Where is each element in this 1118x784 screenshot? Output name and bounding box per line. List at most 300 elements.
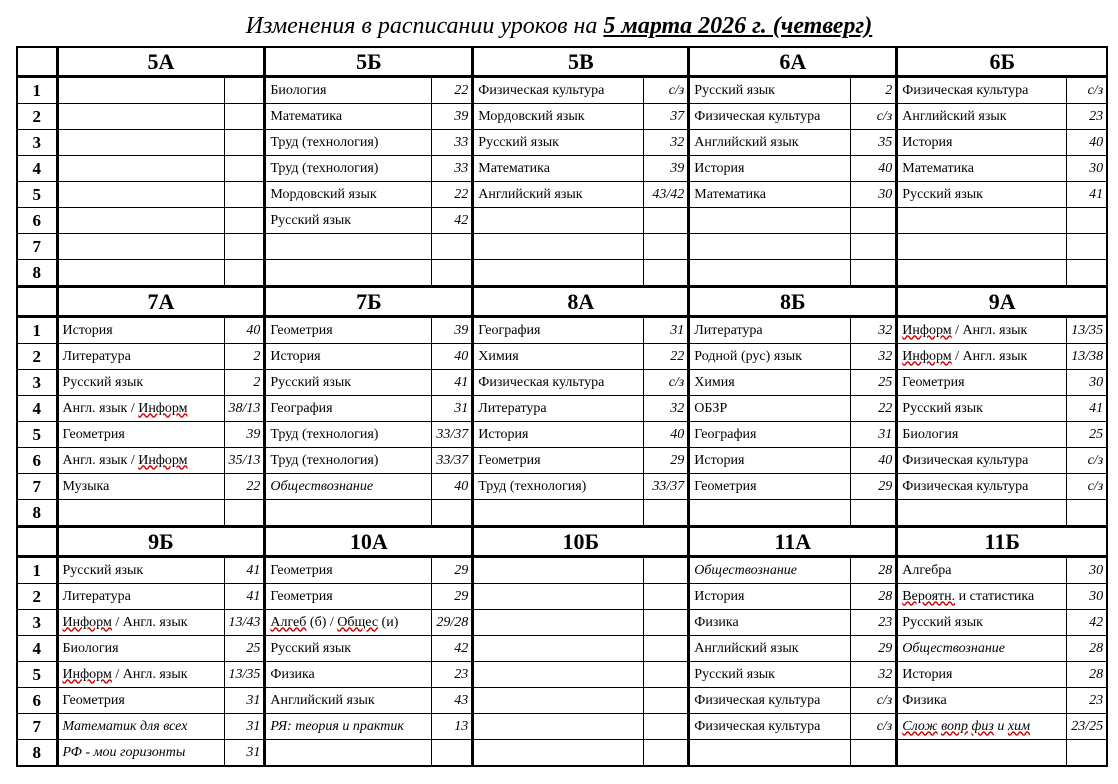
subject-cell: Информ / Англ. язык [57,610,224,636]
lesson-number: 5 [17,182,57,208]
subject-cell: Русский язык [265,370,432,396]
class-name: 8А [473,287,689,317]
subject-cell [473,260,644,287]
subject-cell [265,234,432,260]
subject-cell: Физическая культура [473,370,644,396]
room-cell [851,234,897,260]
subject-cell: Русский язык [689,77,851,104]
lesson-row [17,77,1107,104]
subject-cell: Русский язык [897,182,1067,208]
class-name: 11А [689,527,897,557]
room-cell: 13/43 [224,610,265,636]
subject-cell [265,500,432,527]
room-cell: 2 [224,370,265,396]
lesson-row [17,714,1107,740]
room-cell: 30 [1067,557,1107,584]
room-cell: 28 [851,557,897,584]
lesson-row [17,130,1107,156]
subject-cell: Труд (технология) [473,474,644,500]
room-cell [1067,500,1107,527]
room-cell: 23 [432,662,473,688]
room-cell: 40 [1067,130,1107,156]
room-cell: 31 [224,714,265,740]
room-cell [224,260,265,287]
room-cell: с/з [1067,474,1107,500]
lesson-row [17,344,1107,370]
lesson-row [17,662,1107,688]
subject-cell: Труд (технология) [265,422,432,448]
lesson-number: 5 [17,422,57,448]
subject-cell: Геометрия [473,448,644,474]
lesson-number: 4 [17,396,57,422]
class-name: 5А [57,47,265,77]
subject-cell: Физическая культура [689,714,851,740]
subject-cell [473,557,644,584]
subject-cell: Математика [265,104,432,130]
subject-cell: Мордовский язык [265,182,432,208]
subject-cell: Русский язык [473,130,644,156]
subject-cell: Слож вопр физ и хим [897,714,1067,740]
room-cell: 32 [851,317,897,344]
room-cell: 38/13 [224,396,265,422]
subject-cell: Геометрия [689,474,851,500]
room-cell [851,208,897,234]
lesson-number: 5 [17,662,57,688]
subject-cell [57,130,224,156]
room-cell [224,156,265,182]
lesson-number: 2 [17,584,57,610]
subject-cell [897,208,1067,234]
room-cell: 29 [432,557,473,584]
room-cell: 31 [644,317,689,344]
subject-cell: Русский язык [57,370,224,396]
subject-cell: Русский язык [897,610,1067,636]
room-cell: 22 [851,396,897,422]
room-cell: 41 [224,557,265,584]
room-cell [224,234,265,260]
room-cell: 32 [851,344,897,370]
subject-cell: География [689,422,851,448]
subject-cell: Английский язык [689,636,851,662]
room-cell: 40 [224,317,265,344]
subject-cell: Химия [689,370,851,396]
room-cell [644,714,689,740]
subject-cell: История [689,448,851,474]
room-cell [224,500,265,527]
lesson-number: 6 [17,448,57,474]
subject-cell [57,208,224,234]
class-name: 9А [897,287,1107,317]
subject-cell: Обществознание [265,474,432,500]
room-cell [644,260,689,287]
subject-cell: История [689,156,851,182]
subject-cell: Мордовский язык [473,104,644,130]
subject-cell: Информ / Англ. язык [897,317,1067,344]
subject-cell: Родной (рус) язык [689,344,851,370]
room-cell [644,740,689,767]
room-cell: 2 [851,77,897,104]
room-cell: 13/35 [1067,317,1107,344]
room-cell: 25 [224,636,265,662]
class-name: 6А [689,47,897,77]
lesson-row [17,260,1107,287]
subject-cell: Математик для всех [57,714,224,740]
room-cell: 43/42 [644,182,689,208]
room-cell: с/з [851,714,897,740]
lesson-row [17,557,1107,584]
subject-cell: Геометрия [265,557,432,584]
room-cell [224,208,265,234]
room-cell: 23 [1067,688,1107,714]
room-cell [644,557,689,584]
subject-cell: Физика [897,688,1067,714]
room-cell: 30 [1067,584,1107,610]
room-cell [644,636,689,662]
room-cell [1067,260,1107,287]
subject-cell: Русский язык [57,557,224,584]
class-name: 11Б [897,527,1107,557]
lesson-number: 4 [17,636,57,662]
lesson-row [17,396,1107,422]
room-cell [644,208,689,234]
room-cell [644,234,689,260]
lesson-number: 4 [17,156,57,182]
room-cell: 41 [432,370,473,396]
subject-cell: Геометрия [265,584,432,610]
subject-cell: Обществознание [897,636,1067,662]
room-cell: 41 [1067,182,1107,208]
room-cell [851,500,897,527]
lesson-number: 2 [17,104,57,130]
room-cell: 40 [851,156,897,182]
subject-cell: Биология [897,422,1067,448]
subject-cell [473,500,644,527]
room-cell [224,182,265,208]
room-cell: 29 [851,474,897,500]
room-cell: 37 [644,104,689,130]
subject-cell: Русский язык [265,636,432,662]
lesson-row [17,688,1107,714]
subject-cell [473,714,644,740]
room-cell: 13/38 [1067,344,1107,370]
subject-cell [57,104,224,130]
room-cell: с/з [851,688,897,714]
room-cell: 28 [851,584,897,610]
subject-cell [897,500,1067,527]
room-cell: 42 [432,208,473,234]
document-title [0,8,1118,44]
lesson-number: 1 [17,77,57,104]
lesson-row [17,500,1107,527]
corner-cell [17,527,57,557]
subject-cell: История [897,662,1067,688]
corner-cell [17,287,57,317]
room-cell [432,740,473,767]
room-cell: 39 [644,156,689,182]
subject-cell: Геометрия [265,317,432,344]
subject-cell: ОБЗР [689,396,851,422]
subject-cell [473,636,644,662]
subject-cell [57,234,224,260]
room-cell: 42 [1067,610,1107,636]
subject-cell: Физическая культура [897,474,1067,500]
room-cell: 39 [432,317,473,344]
subject-cell: История [897,130,1067,156]
room-cell: с/з [851,104,897,130]
room-cell [1067,234,1107,260]
room-cell: 22 [432,77,473,104]
subject-cell: Физическая культура [689,688,851,714]
subject-cell: Математика [473,156,644,182]
subject-cell [57,77,224,104]
subject-cell: Английский язык [473,182,644,208]
room-cell: 33/37 [432,422,473,448]
lesson-number: 2 [17,344,57,370]
room-cell: 43 [432,688,473,714]
lesson-number: 1 [17,557,57,584]
room-cell: 13 [432,714,473,740]
class-name: 7Б [265,287,473,317]
room-cell: 35/13 [224,448,265,474]
room-cell: 40 [432,344,473,370]
subject-cell: Литература [57,584,224,610]
class-name: 9Б [57,527,265,557]
class-header-row [17,47,1107,77]
lesson-row [17,636,1107,662]
subject-cell: Англ. язык / Информ [57,448,224,474]
subject-cell [57,156,224,182]
subject-cell: Англ. язык / Информ [57,396,224,422]
room-cell: 39 [224,422,265,448]
subject-cell [689,740,851,767]
subject-cell [473,234,644,260]
lesson-row [17,370,1107,396]
subject-cell: Физика [689,610,851,636]
subject-cell: Вероятн. и статистика [897,584,1067,610]
lesson-number: 7 [17,474,57,500]
room-cell: 41 [224,584,265,610]
subject-cell [473,610,644,636]
class-name: 8Б [689,287,897,317]
room-cell: 30 [1067,370,1107,396]
lesson-number: 3 [17,610,57,636]
subject-cell: Алгеб (б) / Общес (и) [265,610,432,636]
lesson-row [17,156,1107,182]
room-cell: 28 [1067,636,1107,662]
room-cell: 32 [644,396,689,422]
room-cell: 23 [851,610,897,636]
room-cell [432,500,473,527]
room-cell: 25 [1067,422,1107,448]
subject-cell: Литература [57,344,224,370]
room-cell: 33/37 [432,448,473,474]
room-cell: 33 [432,156,473,182]
subject-cell [57,260,224,287]
room-cell [432,260,473,287]
subject-cell: Русский язык [265,208,432,234]
room-cell: с/з [1067,448,1107,474]
subject-cell [57,182,224,208]
room-cell [1067,208,1107,234]
room-cell: 42 [432,636,473,662]
room-cell: 31 [432,396,473,422]
room-cell: 33/37 [644,474,689,500]
room-cell: 29 [851,636,897,662]
room-cell: 32 [644,130,689,156]
title-prefix: Изменения в расписании уроков на [245,13,598,39]
subject-cell: История [689,584,851,610]
lesson-number: 7 [17,234,57,260]
subject-cell: Русский язык [689,662,851,688]
lesson-number: 3 [17,130,57,156]
room-cell: 22 [432,182,473,208]
subject-cell: Химия [473,344,644,370]
class-name: 5В [473,47,689,77]
subject-cell: РЯ: теория и практик [265,714,432,740]
room-cell: 22 [224,474,265,500]
room-cell [224,77,265,104]
lesson-number: 3 [17,370,57,396]
lesson-number: 6 [17,208,57,234]
room-cell: 40 [851,448,897,474]
room-cell [224,104,265,130]
room-cell: 23 [1067,104,1107,130]
lesson-row [17,208,1107,234]
subject-cell: Математика [689,182,851,208]
room-cell: 30 [1067,156,1107,182]
room-cell: 29 [432,584,473,610]
subject-cell: Физика [265,662,432,688]
lesson-row [17,104,1107,130]
subject-cell: Труд (технология) [265,130,432,156]
class-name: 7А [57,287,265,317]
subject-cell: История [265,344,432,370]
subject-cell: Физическая культура [897,448,1067,474]
lesson-row [17,448,1107,474]
subject-cell [473,688,644,714]
subject-cell: Геометрия [57,688,224,714]
lesson-row [17,234,1107,260]
room-cell [851,260,897,287]
lesson-row [17,584,1107,610]
class-name: 10Б [473,527,689,557]
class-name: 10А [265,527,473,557]
class-header-row [17,527,1107,557]
room-cell [224,130,265,156]
subject-cell: Музыка [57,474,224,500]
subject-cell [689,500,851,527]
room-cell: 13/35 [224,662,265,688]
room-cell [851,740,897,767]
lesson-number: 8 [17,740,57,767]
subject-cell: Труд (технология) [265,448,432,474]
room-cell [1067,740,1107,767]
subject-cell [473,740,644,767]
subject-cell: РФ - мои горизонты [57,740,224,767]
room-cell: 2 [224,344,265,370]
subject-cell: История [473,422,644,448]
lesson-row [17,474,1107,500]
subject-cell: Труд (технология) [265,156,432,182]
subject-cell: Математика [897,156,1067,182]
title-date: 5 марта 2026 г. (четверг) [603,13,873,39]
schedule-table [16,46,1108,767]
subject-cell [473,584,644,610]
class-name: 6Б [897,47,1107,77]
subject-cell: Алгебра [897,557,1067,584]
lesson-row [17,422,1107,448]
room-cell: 39 [432,104,473,130]
subject-cell [689,234,851,260]
room-cell: 35 [851,130,897,156]
room-cell [644,500,689,527]
room-cell: 29/28 [432,610,473,636]
room-cell: 22 [644,344,689,370]
subject-cell: Английский язык [265,688,432,714]
room-cell: 33 [432,130,473,156]
subject-cell [897,740,1067,767]
subject-cell [473,208,644,234]
lesson-row [17,182,1107,208]
class-name: 5Б [265,47,473,77]
room-cell: с/з [644,77,689,104]
subject-cell: Физическая культура [473,77,644,104]
room-cell: 31 [224,740,265,767]
room-cell [644,584,689,610]
room-cell: 31 [224,688,265,714]
subject-cell: Литература [689,317,851,344]
subject-cell: Русский язык [897,396,1067,422]
subject-cell: Информ / Англ. язык [57,662,224,688]
room-cell [644,662,689,688]
room-cell [644,610,689,636]
subject-cell [897,260,1067,287]
room-cell: 29 [644,448,689,474]
room-cell: 23/25 [1067,714,1107,740]
room-cell: 30 [851,182,897,208]
lesson-row [17,317,1107,344]
subject-cell: Биология [57,636,224,662]
subject-cell: География [473,317,644,344]
subject-cell [265,260,432,287]
subject-cell: Английский язык [689,130,851,156]
room-cell: с/з [644,370,689,396]
subject-cell [689,260,851,287]
subject-cell: История [57,317,224,344]
class-header-row [17,287,1107,317]
room-cell [644,688,689,714]
lesson-row [17,740,1107,767]
subject-cell: Биология [265,77,432,104]
room-cell: 40 [644,422,689,448]
room-cell: 28 [1067,662,1107,688]
subject-cell: Обществознание [689,557,851,584]
lesson-number: 6 [17,688,57,714]
subject-cell: Английский язык [897,104,1067,130]
room-cell: 32 [851,662,897,688]
subject-cell [57,500,224,527]
subject-cell: Литература [473,396,644,422]
subject-cell: География [265,396,432,422]
subject-cell: Информ / Англ. язык [897,344,1067,370]
subject-cell: Физическая культура [897,77,1067,104]
subject-cell: Геометрия [57,422,224,448]
lesson-number: 8 [17,260,57,287]
room-cell: 41 [1067,396,1107,422]
room-cell: 40 [432,474,473,500]
subject-cell [689,208,851,234]
lesson-number: 1 [17,317,57,344]
